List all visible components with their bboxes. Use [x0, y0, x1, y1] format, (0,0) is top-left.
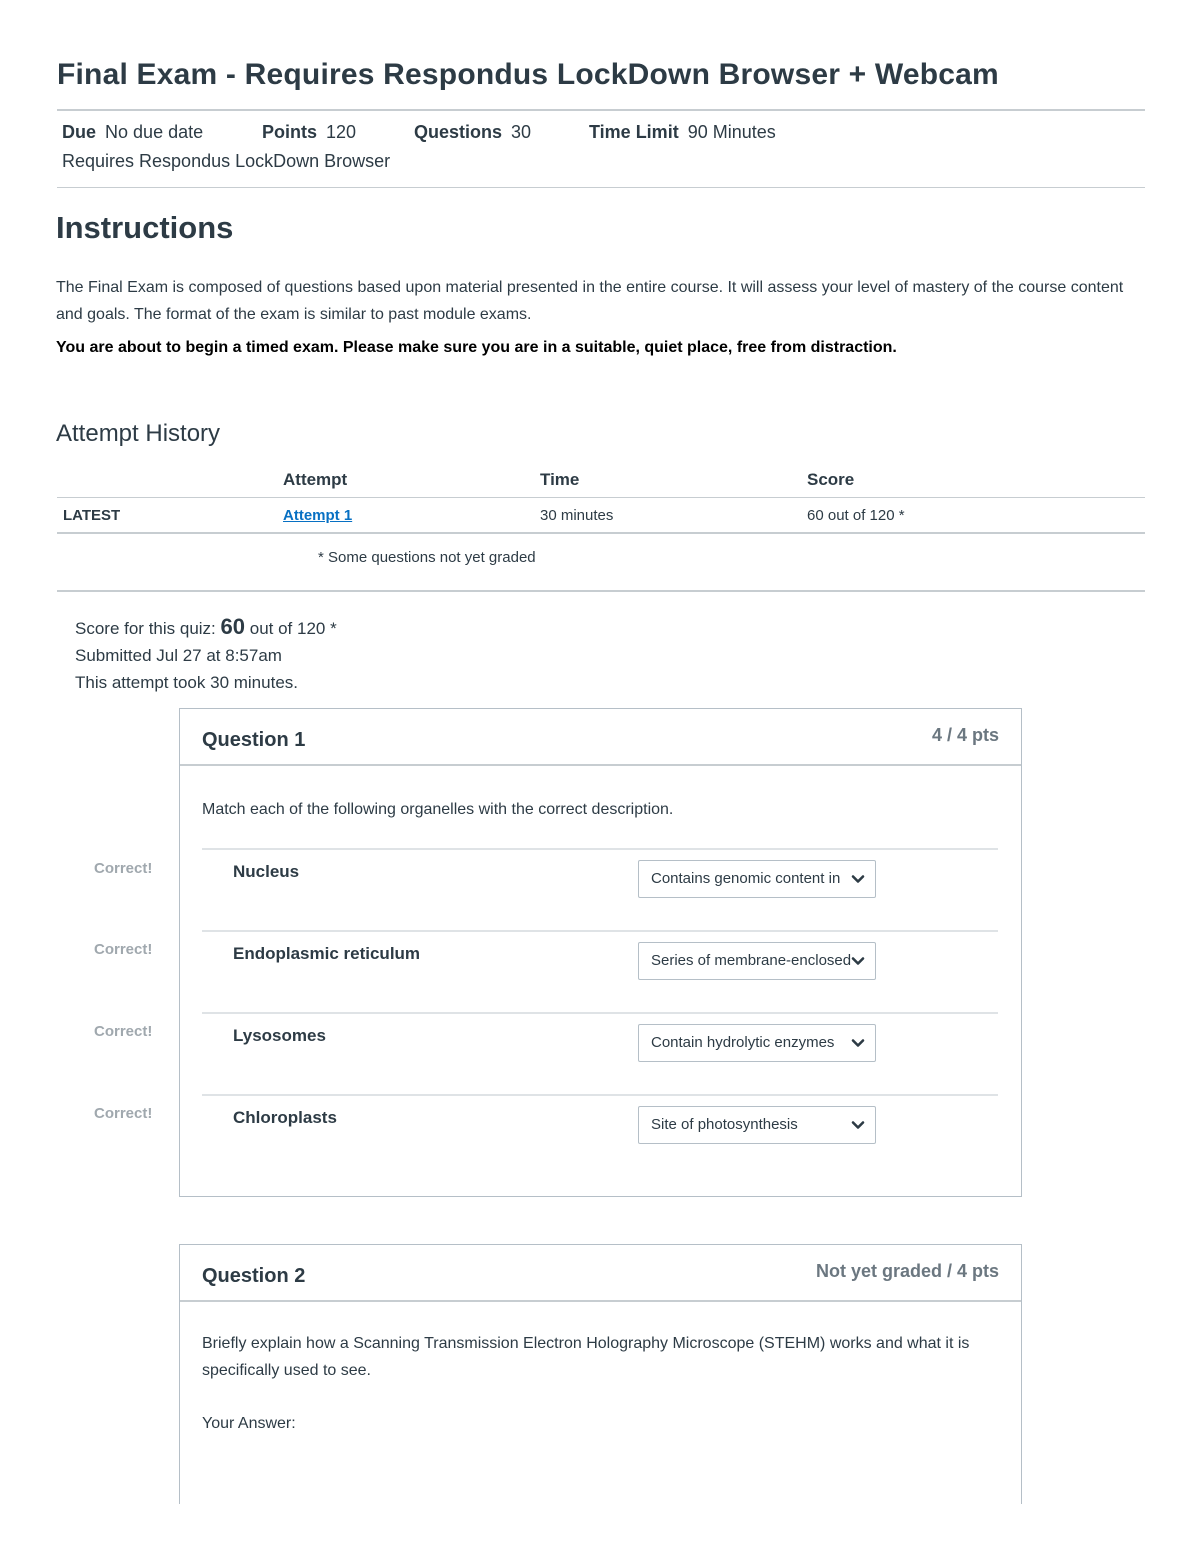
attempt-1-link[interactable]: Attempt 1 [283, 507, 353, 524]
col-time: Time [540, 470, 580, 489]
correct-indicator: Correct! [94, 1105, 153, 1122]
grading-footnote: * Some questions not yet graded [318, 549, 536, 566]
correct-indicator: Correct! [94, 1023, 153, 1040]
table-header-divider [57, 497, 1145, 498]
meta-questions: Questions 30 [414, 122, 532, 142]
question-2-text: Briefly explain how a Scanning Transmission Electron Holography Microscope (STEHM) works and what it is specifically used to see. [202, 1335, 970, 1379]
quiz-score: Score for this quiz: 60 out of 120 * [75, 614, 337, 639]
match-term: Lysosomes [233, 1026, 326, 1045]
answer-select[interactable]: Series of membrane-enclosed [638, 942, 876, 980]
answer-select[interactable]: Contains genomic content in [638, 860, 876, 898]
chevron-down-icon [850, 871, 866, 887]
chevron-down-icon [850, 1117, 866, 1133]
chevron-down-icon [850, 953, 866, 969]
match-term: Chloroplasts [233, 1108, 337, 1127]
latest-tag: LATEST [63, 507, 121, 524]
question-1-title: Question 1 [202, 729, 306, 751]
answer-select[interactable]: Contain hydrolytic enzymes [638, 1024, 876, 1062]
meta-divider [57, 187, 1145, 188]
instructions-heading: Instructions [56, 210, 234, 245]
match-row [202, 1094, 998, 1176]
question-2-card [179, 1244, 1022, 1504]
score-value: 60 [220, 614, 245, 639]
question-1-header [180, 709, 1021, 766]
lockdown-requirement: Requires Respondus LockDown Browser [62, 151, 391, 171]
correct-indicator: Correct! [94, 941, 153, 958]
question-1-card [179, 708, 1022, 1197]
chevron-down-icon [850, 1035, 866, 1051]
question-1-points: 4 / 4 pts [931, 725, 999, 745]
meta-points: Points 120 [262, 122, 357, 142]
title-divider [57, 109, 1145, 111]
table-row-divider [57, 532, 1145, 534]
timed-exam-warning: You are about to begin a timed exam. Please make sure you are in a suitable, quiet place, free from distraction. [56, 339, 897, 356]
attempt-time: 30 minutes [540, 507, 614, 524]
attempt-history-heading: Attempt History [56, 420, 221, 447]
question-1-text: Match each of the following organelles with the correct description. [202, 801, 674, 818]
your-answer-label: Your Answer: [202, 1415, 296, 1432]
attempt-duration: This attempt took 30 minutes. [75, 673, 298, 692]
match-row [202, 1012, 998, 1094]
attempt-score: 60 out of 120 * [807, 507, 905, 524]
history-divider [57, 590, 1145, 592]
meta-due: Due No due date [62, 122, 204, 142]
match-row [202, 848, 998, 930]
instructions-text: The Final Exam is composed of questions based upon material presented in the entire course. It will assess your level of mastery of the course content and goals. The format of the exam is similar to past module exams. [56, 279, 1124, 323]
match-row [202, 930, 998, 1012]
col-attempt: Attempt [283, 470, 348, 489]
correct-indicator: Correct! [94, 860, 153, 877]
submitted-time: Submitted Jul 27 at 8:57am [75, 646, 282, 665]
question-2-title: Question 2 [202, 1265, 306, 1287]
question-2-header [180, 1244, 1021, 1302]
match-term: Endoplasmic reticulum [233, 944, 421, 963]
meta-time-limit: Time Limit 90 Minutes [589, 122, 776, 142]
match-term: Nucleus [233, 862, 300, 881]
answer-select[interactable]: Site of photosynthesis [638, 1106, 876, 1144]
col-score: Score [807, 470, 855, 489]
page-title: Final Exam - Requires Respondus LockDown Browser + Webcam [57, 58, 999, 91]
question-2-points: Not yet graded / 4 pts [815, 1261, 999, 1281]
